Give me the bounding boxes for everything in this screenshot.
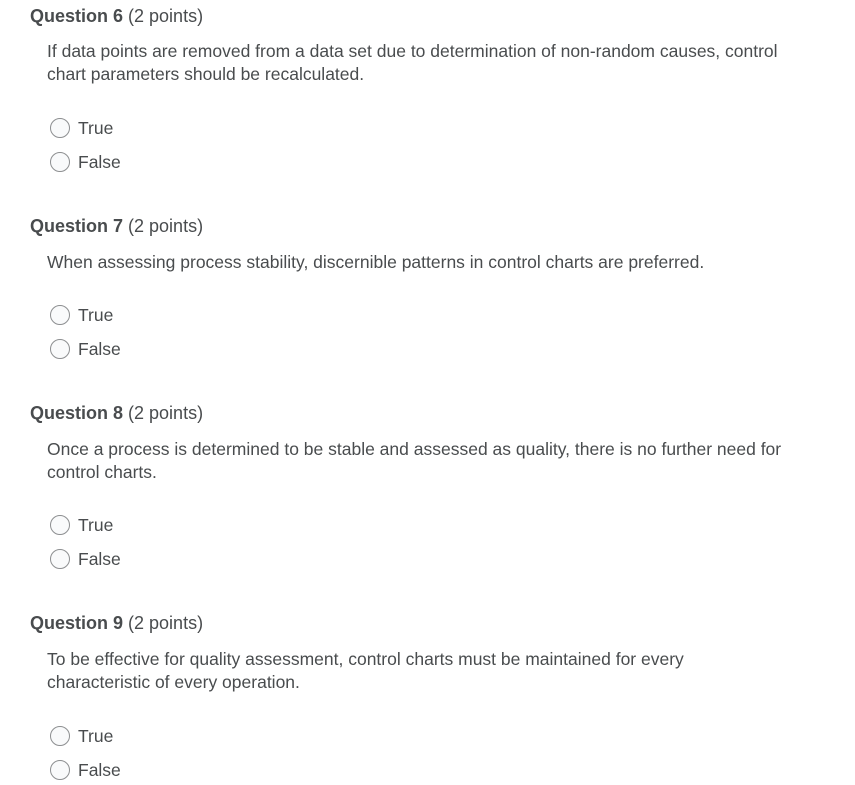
radio-button-icon[interactable] bbox=[50, 305, 70, 325]
question-points: (2 points) bbox=[128, 6, 204, 26]
question-title bbox=[30, 402, 203, 424]
option-false[interactable] bbox=[50, 336, 121, 362]
option-false[interactable] bbox=[50, 149, 121, 175]
option-label: False bbox=[78, 151, 121, 172]
question-points: (2 points) bbox=[128, 216, 204, 236]
question-text: When assessing process stability, discernible patterns in control charts are preferred. bbox=[47, 252, 705, 272]
option-label: False bbox=[78, 548, 121, 569]
option-false[interactable] bbox=[50, 757, 121, 783]
question-text: Once a process is determined to be stable and assessed as quality, there is no further need for control charts. bbox=[47, 439, 782, 482]
radio-button-icon[interactable] bbox=[50, 118, 70, 138]
question-text: If data points are removed from a data set due to determination of non-random causes, control chart parameters should be recalculated. bbox=[47, 41, 778, 84]
question-number: Question 9 bbox=[30, 613, 124, 633]
question-title bbox=[30, 215, 203, 237]
option-true[interactable] bbox=[50, 512, 113, 538]
radio-button-icon[interactable] bbox=[50, 726, 70, 746]
question-number: Question 8 bbox=[30, 403, 124, 423]
radio-button-icon[interactable] bbox=[50, 152, 70, 172]
radio-button-icon[interactable] bbox=[50, 760, 70, 780]
question-number: Question 7 bbox=[30, 216, 124, 236]
question-points: (2 points) bbox=[128, 403, 204, 423]
option-label: True bbox=[78, 304, 114, 325]
option-true[interactable] bbox=[50, 723, 113, 749]
option-false[interactable] bbox=[50, 546, 121, 572]
option-label: True bbox=[78, 117, 114, 138]
option-label: False bbox=[78, 338, 121, 359]
radio-button-icon[interactable] bbox=[50, 515, 70, 535]
question-text: To be effective for quality assessment, control charts must be maintained for every characteristic of every operation. bbox=[47, 649, 684, 692]
question-number: Question 6 bbox=[30, 6, 124, 26]
option-true[interactable] bbox=[50, 302, 113, 328]
question-points: (2 points) bbox=[128, 613, 204, 633]
radio-button-icon[interactable] bbox=[50, 339, 70, 359]
option-label: True bbox=[78, 725, 114, 746]
radio-button-icon[interactable] bbox=[50, 549, 70, 569]
question-title bbox=[30, 5, 203, 27]
option-true[interactable] bbox=[50, 115, 113, 141]
option-label: False bbox=[78, 759, 121, 780]
option-label: True bbox=[78, 514, 114, 535]
question-title bbox=[30, 612, 203, 634]
